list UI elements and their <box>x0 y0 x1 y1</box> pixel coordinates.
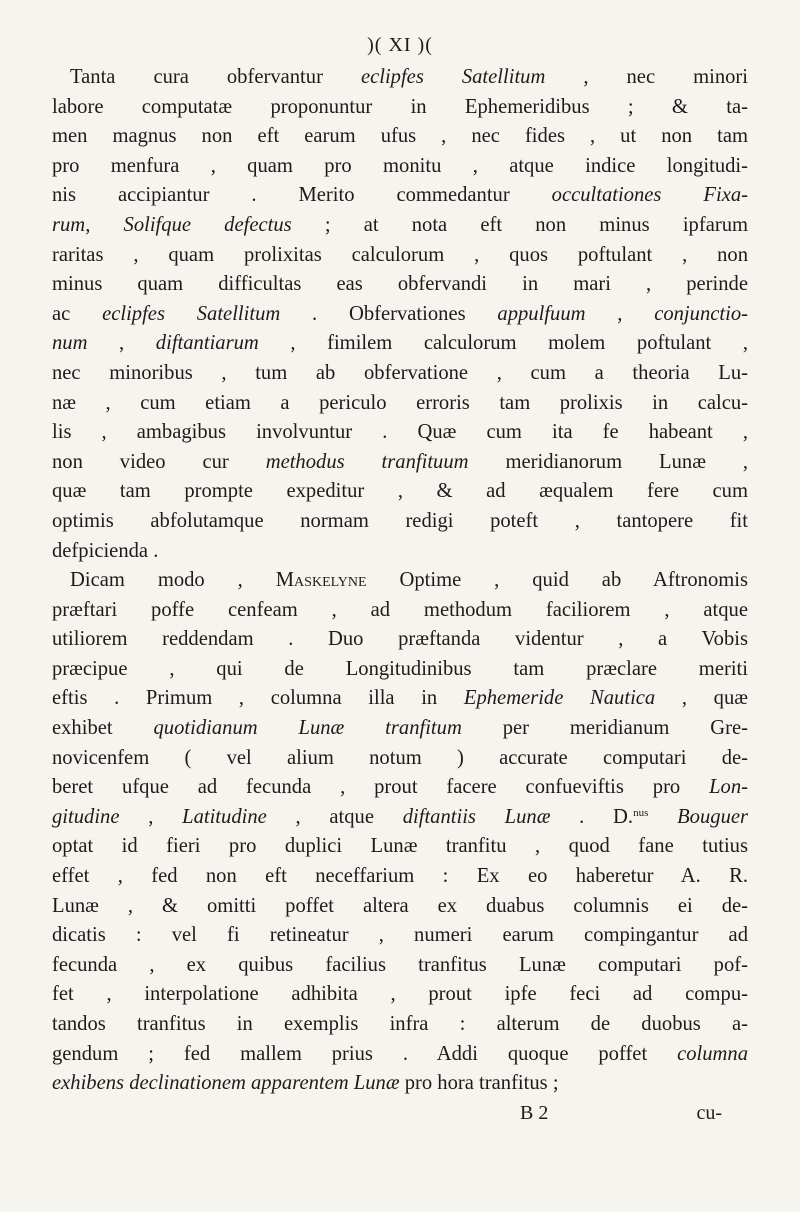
text-segment: optat id fieri pro duplici Lunæ tranfitu , quod fane tutius <box>52 835 748 858</box>
text-segment: nus <box>633 806 649 819</box>
text-line <box>52 1040 748 1070</box>
text-line <box>52 655 748 685</box>
text-line <box>52 359 748 389</box>
text-segment: tandos tranfitus in exemplis infra : alterum de duobus a- <box>52 1013 748 1035</box>
text-line <box>52 892 748 922</box>
text-segment: effet , fed non eft neceffarium : Ex eo haberetur A. R. <box>52 865 748 888</box>
text-segment: Optime , quid ab Aftronomis <box>366 569 748 592</box>
page-number-header: )( XI )( <box>367 34 433 56</box>
text-segment: næ , cum etiam a periculo erroris tam prolixis in calcu- <box>52 391 748 414</box>
italic-text: diftantiarum <box>155 332 259 355</box>
text-line <box>52 980 748 1010</box>
text-line <box>52 418 748 448</box>
paragraph <box>52 566 748 1099</box>
text-segment: , <box>585 302 655 325</box>
catchword: cu- <box>696 1101 722 1124</box>
text-segment: non video cur <box>52 450 266 473</box>
italic-text: occultationes Fixa- <box>551 184 748 207</box>
italic-text: Latitudine <box>182 805 267 828</box>
text-line <box>52 773 748 803</box>
text-segment <box>648 806 677 828</box>
text-segment: Tanta cura obfervantur <box>70 66 361 88</box>
signature-mark: B 2 <box>520 1101 549 1124</box>
text-segment: , <box>119 805 183 828</box>
body-text <box>52 63 748 1099</box>
text-line <box>52 951 748 981</box>
text-line <box>52 921 748 951</box>
text-line <box>52 625 748 655</box>
text-line <box>52 181 748 211</box>
text-segment: utiliorem reddendam . Duo præftanda videntur , a Vobis <box>52 628 748 651</box>
text-line <box>52 803 748 833</box>
text-line <box>52 93 748 123</box>
text-line <box>52 448 748 478</box>
italic-text: gitudine <box>52 805 120 828</box>
text-line <box>52 389 748 419</box>
text-line <box>52 1069 748 1099</box>
text-segment: Dicam modo , <box>70 569 276 592</box>
text-line <box>52 537 748 567</box>
text-segment: labore computatæ proponuntur in Ephemeridibus ; & ta- <box>52 95 748 118</box>
text-segment: fecunda , ex quibus facilius tranfitus Lunæ computari pof- <box>52 953 748 976</box>
text-segment: pro hora tranfitus ; <box>399 1072 559 1095</box>
text-segment: meridianorum Lunæ , <box>468 450 749 473</box>
italic-text: Bouguer <box>677 805 749 828</box>
italic-text: diftantiis Lunæ <box>402 805 551 828</box>
text-segment: . Obfervationes <box>280 302 498 325</box>
text-segment: , <box>87 332 156 355</box>
text-segment: ; at nota eft non minus ipfarum <box>291 213 749 236</box>
italic-text: Ephemeride Nautica <box>463 687 656 710</box>
text-line <box>52 300 748 330</box>
text-line <box>52 714 748 744</box>
text-segment: optimis abfolutamque normam redigi poteft , tantopere fit <box>52 509 748 532</box>
text-segment: novicenfem ( vel alium notum ) accurate computari de- <box>52 746 748 769</box>
text-segment: beret ufque ad fecunda , prout facere confueviftis pro <box>52 776 710 799</box>
text-line <box>52 566 748 596</box>
text-line <box>52 211 748 241</box>
text-line <box>52 507 748 537</box>
text-segment: men magnus non eft earum ufus , nec fides , ut non tam <box>52 125 748 148</box>
text-segment: ac <box>52 302 103 325</box>
italic-text: Solifque defectus <box>123 213 292 236</box>
text-line <box>52 744 748 774</box>
italic-text: Lon- <box>709 776 748 799</box>
text-line <box>52 270 748 300</box>
text-segment: minus quam difficultas eas obfervandi in mari , perinde <box>52 273 748 296</box>
text-line <box>52 832 748 862</box>
page-footer <box>52 1099 748 1127</box>
text-segment: , nec minori <box>545 66 748 88</box>
italic-text: rum <box>52 213 86 236</box>
text-segment: præftari poffe cenfeam , ad methodum faciliorem , atque <box>52 598 748 621</box>
text-line <box>52 477 748 507</box>
text-segment: . D. <box>550 805 634 828</box>
text-segment: præcipue , qui de Longitudinibus tam præclare meriti <box>52 657 748 680</box>
text-segment: nec minoribus , tum ab obfervatione , cum a theoria Lu- <box>52 361 748 384</box>
italic-text: conjunctio- <box>654 302 748 325</box>
text-segment: nis accipiantur . Merito commedantur <box>52 184 552 207</box>
text-segment: dicatis : vel fi retineatur , numeri earum compingantur ad <box>52 924 748 947</box>
text-segment: lis , ambagibus involvuntur . Quæ cum ita fe habeant , <box>52 421 748 444</box>
text-segment: defpicienda . <box>52 539 159 562</box>
text-segment: fet , interpolatione adhibita , prout ipfe feci ad compu- <box>52 983 748 1006</box>
italic-text: eclipfes Satellitum <box>102 302 281 325</box>
text-line <box>52 684 748 714</box>
italic-text: methodus tranfituum <box>265 450 469 473</box>
text-segment: gendum ; fed mallem prius . Addi quoque poffet <box>52 1042 678 1065</box>
text-segment: pro menfura , quam pro monitu , atque indice longitudi- <box>52 154 748 177</box>
italic-text: exhibens declinationem apparentem Lunæ <box>52 1072 400 1095</box>
text-segment: raritas , quam prolixitas calculorum , quos poftulant , non <box>52 243 748 266</box>
italic-text: num <box>52 332 88 355</box>
text-segment: , <box>85 213 124 236</box>
italic-text: columna <box>677 1042 748 1065</box>
italic-text: quotidianum Lunæ tranfitum <box>153 717 462 740</box>
text-segment: Maskelyne <box>275 569 367 592</box>
text-segment: eftis . Primum , columna illa in <box>52 687 464 710</box>
text-segment: quæ tam prompte expeditur , & ad æqualem fere cum <box>52 480 748 503</box>
text-segment: , fimilem calculorum molem poftulant , <box>258 332 748 355</box>
text-line <box>52 152 748 182</box>
text-segment: per meridianum Gre- <box>461 717 749 740</box>
text-line <box>52 1010 748 1040</box>
text-line <box>52 122 748 152</box>
italic-text: eclipfes Satellitum <box>360 66 546 88</box>
text-line <box>52 329 748 359</box>
book-page <box>52 34 748 1127</box>
text-segment: , quæ <box>655 687 749 710</box>
italic-text: appulfuum <box>497 302 586 325</box>
text-line <box>52 862 748 892</box>
paragraph <box>52 63 748 566</box>
text-line <box>52 241 748 271</box>
text-segment: , atque <box>266 805 403 828</box>
text-line <box>52 63 748 93</box>
text-segment: exhibet <box>52 717 154 740</box>
text-line <box>52 596 748 626</box>
text-segment: Lunæ , & omitti poffet altera ex duabus columnis ei de- <box>52 894 748 917</box>
